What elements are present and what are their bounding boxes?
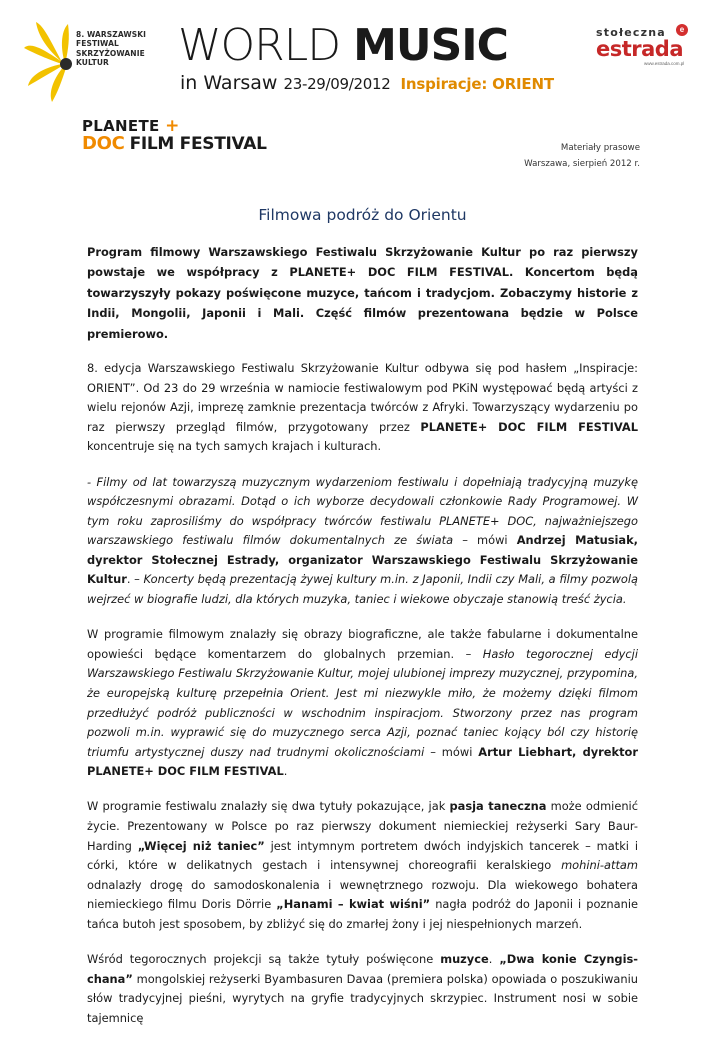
press-info — [524, 140, 640, 172]
text-run: – mówi — [424, 744, 479, 759]
subtitle-theme: Inspiracje: ORIENT — [400, 75, 554, 93]
text-run: mongolskiej reżyserki Byambasuren Davaa (premiera polska) opowiada o poszukiwaniu słów tradycyjnej pieśni, wyrytych na gryfie tradycyjnych skrzypiec. Instrument nosi w sobie tajemnicę — [87, 971, 638, 1025]
press-date: Warszawa, sierpień 2012 r. — [524, 159, 640, 169]
text-run: W programie festiwalu znalazły się dwa tytuły pokazujące, jak — [87, 799, 450, 814]
text-run: . — [283, 764, 288, 779]
text-run: nagła podróż do Japonii i poznanie tańca butoh jest sposobem, by zbliżyć się do zmarłej żony i jej niespełnionych marzeń. — [87, 897, 638, 931]
paragraph — [87, 359, 638, 457]
festival-logo-text — [76, 30, 146, 68]
text-run: koncentruje się na tych samych krajach i kulturach. — [87, 439, 382, 454]
text-run: Wśród tegorocznych projekcji są także tytuły poświęcone — [87, 952, 441, 967]
bold-run: pasja taneczna — [449, 799, 547, 814]
text-run: . – — [126, 572, 144, 587]
bold-run: PLANETE+ DOC FILM FESTIVAL — [420, 419, 638, 434]
world-music-subtitle — [180, 72, 554, 98]
bold-run: „Hanami – kwiat wiśni” — [276, 897, 431, 912]
paragraph — [87, 797, 638, 934]
bold-run: muzyce — [440, 952, 489, 967]
document-body — [87, 242, 638, 1044]
italic-run: Hasło tegorocznej edycji Warszawskiego Festiwalu Skrzyżowanie Kultur, mojej ulubionej imprezy muzycznej, przypomina, że europejską kulturę przepełnia Orient. Jest mi niezwykle miło, że możemy dzięki filmom przedłużyć podróż publiczności w wschodnim inspiracjom. Stworzony przez nas program pozwoli m.in. wyprawić się do muzycznego serca Azji, poznać taniec kojący ból czy historię triumfu artystycznej duszy nad trudnymi okolicznościami — [87, 646, 638, 759]
subtitle-dates: 23-29/09/2012 — [283, 75, 391, 93]
subtitle-city: in Warsaw — [180, 72, 278, 94]
italic-run: - Filmy od lat towarzyszą muzycznym wydarzeniom festiwalu i dopełniają tradycyjną muzykę współczesnymi obrazami. Dotąd o ich wyborze decydowali członkowie Rady Programowej. W tym roku zaprosiliśmy do współpracy twórców festiwalu PLANETE+ DOC, najważniejszego warszawskiego festiwalu filmów dokumentalnych ze świata — [87, 474, 638, 548]
bold-run: „Dwa konie Czyngis-chana” — [87, 952, 638, 986]
estrada-logo — [596, 24, 700, 64]
italic-run: mohini-attam — [561, 858, 638, 873]
estrada-line1: stołeczna — [596, 26, 666, 39]
planete-word: PLANETE — [82, 117, 160, 135]
festival-logo-line: FESTIWAL — [76, 39, 119, 49]
lead-paragraph: Program filmowy Warszawskiego Festiwalu Skrzyżowanie Kultur po raz pierwszy powstaje we współpracy z PLANETE+ DOC FILM FESTIVAL. Koncertom będą towarzyszyły pokazy poświęcone muzyce, tańcom i tradycjom. Zobaczymy historie z Indii, Mongolii, Japonii i Mali. Część filmów prezentowana będzie w Polsce premierowo. — [87, 245, 638, 341]
text-run: . — [488, 952, 500, 967]
text-run: odnalazły drogę do samodoskonalenia i wewnętrznego rozwoju. Dla wiekowego bohatera niemieckiego filmu Doris Dörrie — [87, 877, 638, 912]
paragraph — [87, 950, 638, 1028]
text-run: 8. edycja Warszawskiego Festiwalu Skrzyżowanie Kultur odbywa się pod hasłem „Inspiracje: ORIENT”. Od 23 do 29 września w namiocie festiwalowym pod PKiN występować będą artyści z wielu rejonów Azji, imprezę zamknie prezentacja twórców z Afryki. Towarzyszący wydarzeniu po raz pierwszy przegląd filmów, przygotowany przez — [87, 361, 638, 434]
estrada-url: www.estrada.com.pl — [644, 61, 685, 66]
festival-logo — [22, 18, 172, 104]
paragraph — [87, 473, 638, 610]
press-label: Materiały prasowe — [560, 143, 640, 153]
paragraph — [87, 625, 638, 782]
world-music-title — [178, 20, 570, 71]
text-run: jest intymnym portretem dwóch indyjskich tancerek – matki i córki, które w delikatnych gestach i intensywnej choreografii keralskiego — [87, 838, 638, 873]
planete-doc-logo — [82, 116, 267, 154]
bold-run: „Więcej niż taniec” — [137, 838, 265, 853]
bold-run: Andrzej Matusiak, dyrektor Stołecznej Estrady, organizator Warszawskiego Festiwalu Skrzyżowanie Kultur — [87, 533, 638, 587]
text-run: – mówi — [453, 533, 517, 548]
festival-logo-line: KULTUR — [76, 58, 109, 68]
planete-film-festival: FILM FESTIVAL — [129, 134, 267, 154]
festival-logo-line: SKRZYŻOWANIE — [76, 48, 145, 58]
bold-run: Artur Liebhart, dyrektor PLANETE+ DOC FILM FESTIVAL — [87, 744, 638, 779]
estrada-line2: estrada — [596, 37, 684, 61]
festival-logo-line: 8. WARSZAWSKI — [76, 30, 147, 39]
document-title: Filmowa podróż do Orientu — [258, 206, 467, 224]
text-run: W programie filmowym znalazły się obrazy biograficzne, ale także fabularne i dokumentalne opowieści będące komentarzem do globalnych przemian. – — [87, 627, 638, 661]
planete-line2 — [82, 133, 267, 154]
estrada-badge-icon: e — [676, 24, 688, 36]
text-run: może odmienić życie. Prezentowany w Polsce po raz pierwszy dokument niemieckiej reżyserki Sary Baur-Harding — [87, 799, 638, 853]
italic-run: Koncerty będą prezentacją żywej kultury m.in. z Japonii, Indii czy Mali, a filmy pozwolą wejrzeć w biografie ludzi, dla których muzyka, taniec i wiekowe obyczaje stanowią treść życia. — [87, 572, 638, 607]
planete-doc: DOC — [82, 133, 125, 154]
title-world: WORLD — [178, 20, 354, 71]
planete-plus: + — [165, 116, 180, 136]
title-music: MUSIC — [353, 20, 508, 71]
